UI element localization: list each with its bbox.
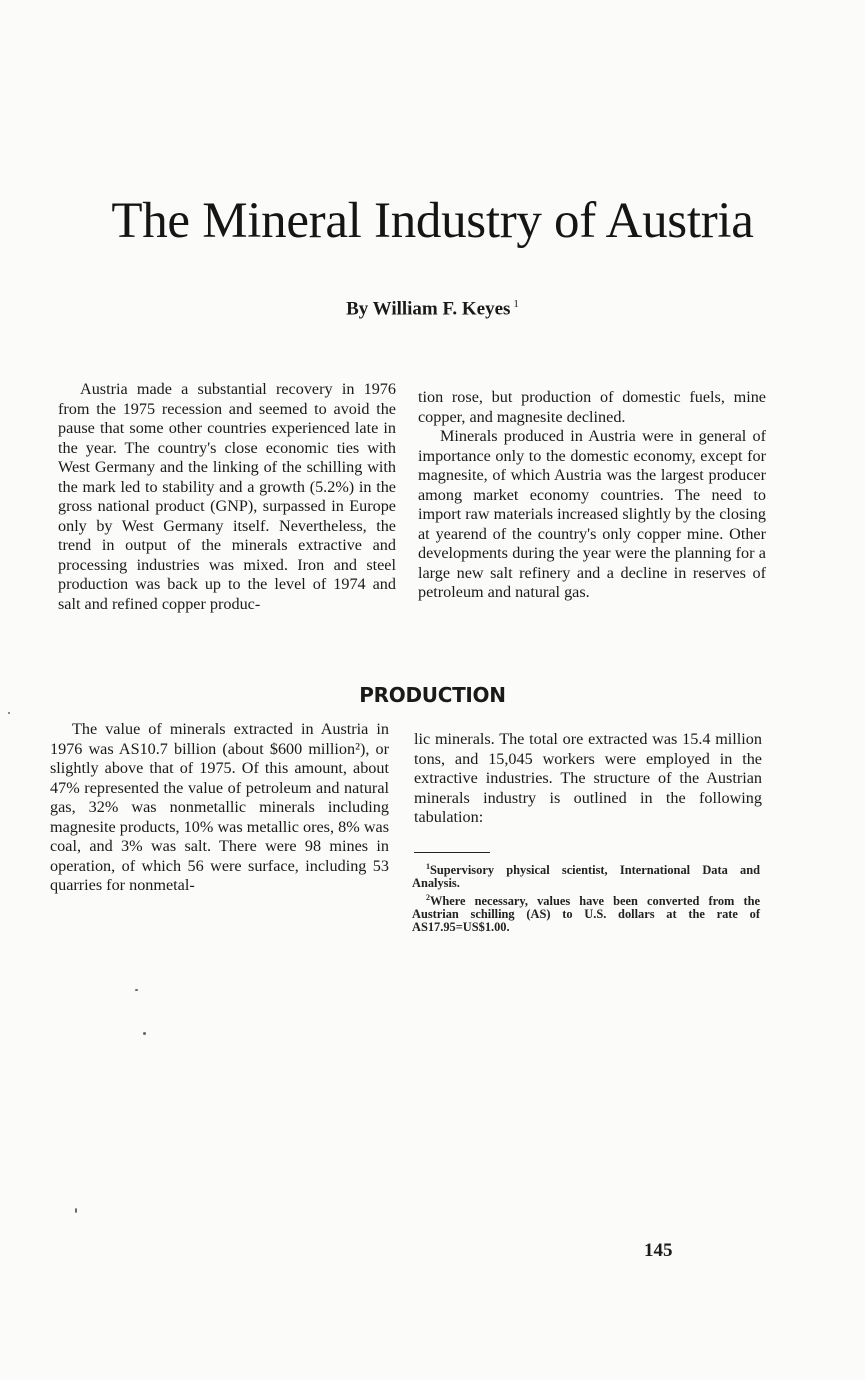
footnote-item xyxy=(412,860,760,890)
intro-left-column xyxy=(58,380,396,614)
author-byline xyxy=(0,298,865,320)
section-heading-production: PRODUCTION xyxy=(359,683,506,707)
footnote-text: Supervisory physical scientist, International Data and Analysis. xyxy=(412,863,760,891)
footnote-item xyxy=(412,891,760,934)
author-name: By William F. Keyes xyxy=(346,298,511,320)
scan-speck xyxy=(135,989,138,991)
footnote-divider xyxy=(414,852,490,853)
production-paragraph: The value of minerals extracted in Austria in 1976 was AS10.7 billion (about $600 million²), or slightly above that of 1975. Of this amount, about 47% represented the value of petroleum and natural gas, 32% was nonmetallic minerals including magnesite products, 10% was metallic ores, 8% was coal, and 3% was salt. There were 98 mines in operation, of which 56 were surface, including 53 quarries for nonmetal- xyxy=(50,720,389,894)
scan-speck xyxy=(75,1208,77,1213)
scan-speck xyxy=(143,1032,146,1035)
footnote-marker: 2 xyxy=(426,893,430,903)
intro-paragraph: Austria made a substantial recovery in 1976 from the 1975 recession and seemed to avoid the pause that some other countries experienced late in the year. The country's close economic ties with West Germany and the linking of the schilling with the mark led to stability and a growth (5.2%) in the gross national product (GNP), surpassed in Europe only by West Germany itself. Nevertheless, the trend in output of the minerals extractive and processing industries was mixed. Iron and steel production was back up to the level of 1974 and salt and refined copper produc- xyxy=(58,380,396,613)
production-continuation: lic minerals. The total ore extracted was 15.4 million tons, and 15,045 workers were employed in the extractive industries. The structure of the Austrian minerals industry is outlined in the following tabulation: xyxy=(414,730,762,826)
intro-continuation: tion rose, but production of domestic fuels, mine copper, and magnesite declined. xyxy=(418,388,766,426)
author-footnote-marker: 1 xyxy=(513,298,519,310)
footnotes xyxy=(412,860,760,935)
intro-paragraph: Minerals produced in Austria were in general of importance only to the domestic economy, except for magnesite, of which Austria was the largest producer among market economy countries. The need to import raw materials increased slightly by the closing at yearend of the country's only copper mine. Other developments during the year were the planning for a large new salt refinery and a decline in reserves of petroleum and natural gas. xyxy=(418,427,766,601)
page-title: The Mineral Industry of Austria xyxy=(111,193,754,249)
footnote-marker: 1 xyxy=(426,862,430,871)
footnote-text: Where necessary, values have been converted from the Austrian schilling (AS) to U.S. dollars at the rate of AS17.95=US$1.00. xyxy=(412,894,760,935)
production-right-column xyxy=(414,730,762,828)
intro-right-column xyxy=(418,388,766,603)
production-left-column xyxy=(50,720,389,896)
page-number: 145 xyxy=(644,1240,673,1261)
scan-speck xyxy=(8,712,10,714)
